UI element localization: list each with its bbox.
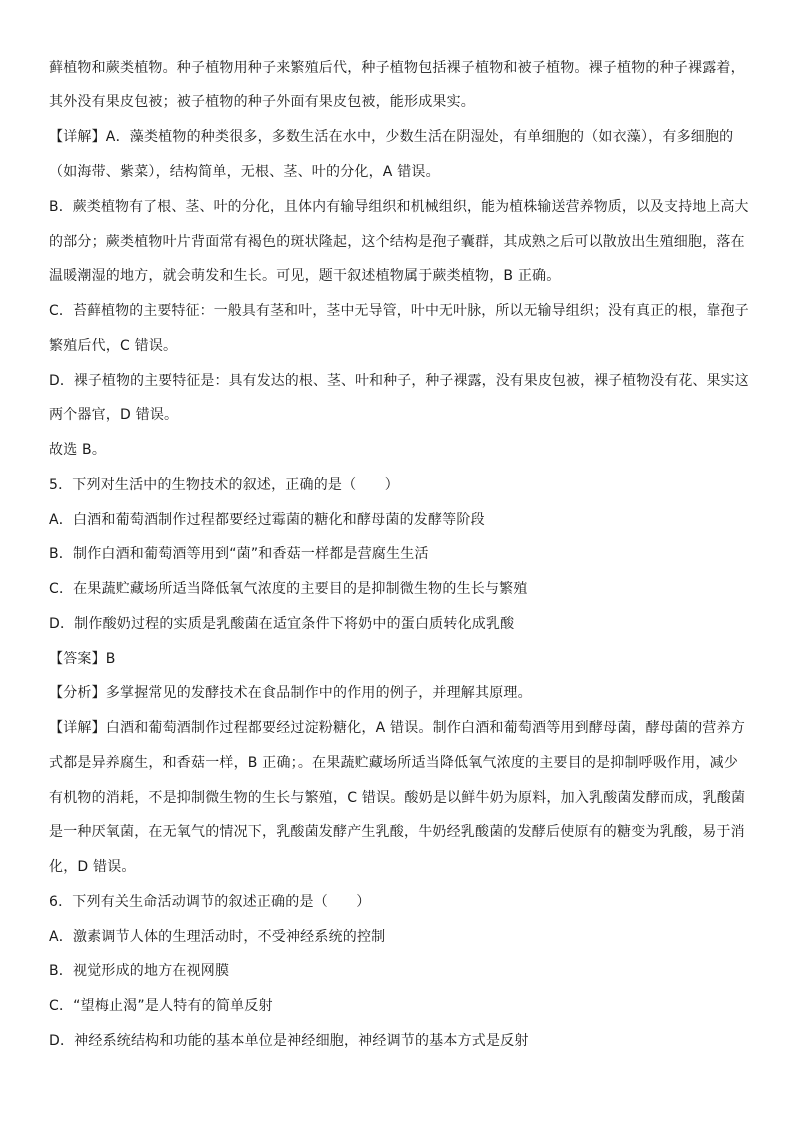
answer-label: 【答案】B [49,651,116,667]
detail-text: 有机物的消耗，不是抑制微生物的生长与繁殖，C 错误。酸奶是以鲜牛奶为原料，加入乳酸菌发酵而成，乳酸菌 [49,790,746,806]
text-line: 两个器官，D 错误。 [49,407,179,423]
detail-text: 是一种厌氧菌，在无氧气的情况下，乳酸菌发酵产生乳酸，牛奶经乳酸菌的发酵后使原有的糖变为乳酸，易于消 [49,824,745,840]
question-6-option-c: C．“望梅止渴”是人特有的简单反射 [49,998,273,1014]
question-6-option-a: A．激素调节人体的生理活动时，不受神经系统的控制 [49,929,386,945]
analysis-text: 【分析】多掌握常见的发酵技术在食品制作中的作用的例子，并理解其原理。 [49,685,532,701]
question-5-option-a: A．白酒和葡萄酒制作过程都要经过霉菌的糖化和酵母菌的发酵等阶段 [49,512,485,528]
text-line: 藓植物和蕨类植物。种子植物用种子来繁殖后代，种子植物包括裸子植物和被子植物。裸子植物的种子裸露着， [49,60,745,76]
detail-text: 【详解】白酒和葡萄酒制作过程都要经过淀粉糖化，A 错误。制作白酒和葡萄酒等用到酵母菌，酵母菌的营养方 [49,720,746,736]
question-6-option-d: D．神经系统结构和功能的基本单位是神经细胞，神经调节的基本方式是反射 [49,1033,529,1049]
question-5-stem: 5．下列对生活中的生物技术的叙述，正确的是（ ） [49,477,399,493]
text-line: 繁殖后代，C 错误。 [49,338,178,354]
text-line: 【详解】A．藻类植物的种类很多，多数生活在水中，少数生活在阴湿处，有单细胞的（如衣藻），有多细胞的 [49,129,734,145]
text-line: 的部分；蕨类植物叶片背面常有褐色的斑状隆起，这个结构是孢子囊群，其成熟之后可以散放出生殖细胞，落在 [49,234,745,250]
text-line: 故选 B。 [49,442,107,458]
question-5-option-d: D．制作酸奶过程的实质是乳酸菌在适宜条件下将奶中的蛋白质转化成乳酸 [49,616,515,632]
text-line: B．蕨类植物有了根、茎、叶的分化，且体内有输导组织和机械组织，能为植株输送营养物质，以及支持地上高大 [49,199,749,215]
text-line: C．苔藓植物的主要特征：一般具有茎和叶，茎中无导管，叶中无叶脉，所以无输导组织；没有真正的根，靠孢子 [49,303,749,319]
detail-text: 式都是异养腐生，和香菇一样，B 正确；。在果蔬贮藏场所适当降低氧气浓度的主要目的是抑制呼吸作用，减少 [49,755,739,771]
detail-text: 化，D 错误。 [49,859,136,875]
text-line: （如海带、紫菜），结构简单，无根、茎、叶的分化，A 错误。 [49,164,440,180]
question-6-stem: 6．下列有关生命活动调节的叙述正确的是（ ） [49,894,371,910]
text-line: 温暖潮湿的地方，就会萌发和生长。可见，题干叙述植物属于蕨类植物，B 正确。 [49,268,561,284]
question-5-option-c: C．在果蔬贮藏场所适当降低氧气浓度的主要目的是抑制微生物的生长与繁殖 [49,581,528,597]
question-5-option-b: B．制作白酒和葡萄酒等用到“菌”和香菇一样都是营腐生生活 [49,546,429,562]
question-6-option-b: B．视觉形成的地方在视网膜 [49,963,230,979]
text-line: 其外没有果皮包被；被子植物的种子外面有果皮包被，能形成果实。 [49,94,475,110]
text-line: D．裸子植物的主要特征是：具有发达的根、茎、叶和种子，种子裸露，没有果皮包被，裸子植物没有花、果实这 [49,373,749,389]
